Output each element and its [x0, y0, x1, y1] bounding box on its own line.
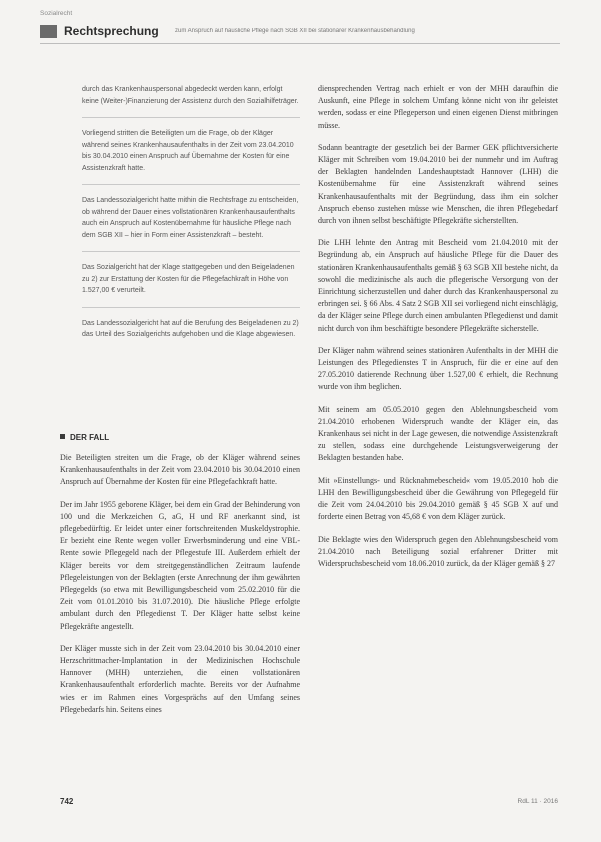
summary-paragraph: Das Sozialgericht hat der Klage stattgegeben und den Beigeladenen zu 2) zur Erstattung der Kosten für die Pflegefachkraft in Höhe von 1.527,00 € verurteilt. — [82, 264, 295, 294]
summary-divider — [82, 184, 300, 185]
section-heading-label: DER FALL — [70, 433, 110, 442]
right-column — [318, 83, 558, 580]
page-number: 742 — [60, 797, 74, 806]
issue-label: RdL 11 · 2016 — [517, 798, 558, 805]
summary-divider — [82, 117, 300, 118]
body-paragraph: Der Kläger nahm während seines stationären Aufenthalts in der MHH die Leistungen des Pflegedienstes T in Anspruch, für die er eine auf den 27.05.2010 datierende Rechnung über 1.527,00 € erhielt, die Rechnung wurde von ihm beglichen. — [318, 345, 558, 392]
running-head: Sozialrecht — [40, 10, 73, 17]
summary-box — [82, 84, 300, 351]
header-title: Rechtsprechung — [64, 24, 159, 38]
body-paragraph: Der Kläger musste sich in der Zeit vom 23.04.2010 bis 30.04.2010 einer Herzschrittmacher-Implantation in der Medizinischen Hochschule Hannover (MHH) unterziehen, die einen vollstationären Krankenhausaufenthalt erforderlich machte. Bereits vor der Aufnahme wies er im Rahmen eines Vorgesprächs auf den Umfang seines Pflegebedarfs hin. Seitens eines — [60, 643, 300, 714]
summary-divider — [82, 251, 300, 252]
body-paragraph: Die Beteiligten streiten um die Frage, ob der Kläger während seines Krankenhausaufenthalts in der Zeit vom 23.04.2010 bis 30.04.2010 einen Anspruch auf Übernahme der Kosten für eine Pflegefachkraft hatte. — [60, 453, 300, 487]
body-paragraph: Die LHH lehnte den Antrag mit Bescheid vom 21.04.2010 mit der Begründung ab, ein Anspruch auf häusliche Pflege für die Dauer des stationären Krankenhausaufenthalts gemäß § 63 SGB XII bestehe nicht, da sowohl die medizinische als auch die pflegerische Versorgung von der Einrichtung sicherzustellen und daher durch das Krankenhauspersonal zu erbringen sei. § 66 Abs. 4 Satz 2 SGB XII sei vorliegend nicht einschlägig, da der Kläger seine Pflege durch einen ambulanten Pflegedienst und damit nicht durch von ihm beschäftigte besondere Pflegekräfte sicherstelle. — [318, 238, 558, 333]
left-column — [60, 452, 300, 726]
page-header — [40, 22, 560, 42]
section-heading — [60, 433, 109, 442]
bullet-square-icon — [60, 434, 65, 439]
summary-paragraph: Das Landessozialgericht hat auf die Berufung des Beigeladenen zu 2) das Urteil des Sozialgerichts aufgehoben und die Klage abgewiesen. — [82, 319, 299, 338]
body-paragraph: Sodann beantragte der gesetzlich bei der Barmer GEK pflichtversicherte Kläger mit Schreiben vom 19.04.2010 bei der nunmehr und im Auftrag der Beklagten handelnden Landeshauptstadt Hannover (LHH) die Kostenübernahme für eine Assistenzkraft während seines Krankenhausaufenthalts mit der Begründung, dass ihm ein solcher Anspruch ebenso zustehen müsse wie Menschen, die ihren Pflegebedarf durch von ihnen selbst beschäftigte Pflegekräfte sicherstellten. — [318, 142, 558, 226]
body-paragraph: Mit seinem am 05.05.2010 gegen den Ablehnungsbescheid vom 21.04.2010 erhobenen Widerspruch wandte der Kläger ein, das Krankenhaus sei nicht in der Lage gewesen, die notwendige Assistenzkraft zu stellen, sodass eine durchgehende Leistungsverweigerung der Beklagten bestanden habe. — [318, 404, 558, 463]
body-paragraph: diensprechenden Vertrag nach erhielt er von der MHH daraufhin die Auskunft, eine Pflege in solchem Umfang könne nicht von ihr geleistet werden, sodass er eine Pflegeperson und einen eigenen Dienst mitbringen müsse. — [318, 84, 558, 130]
body-paragraph: Mit »Einstellungs- und Rücknahmebescheid« vom 19.05.2010 hob die LHH den Bewilligungsbescheid über die Gewährung von Pflegegeld für die Zeit vom 24.04.2010 bis 29.04.2010 gemäß § 45 SGB X auf und forderte einen Betrag von 45,68 € von dem Kläger zurück. — [318, 475, 558, 522]
section-marker-icon — [40, 25, 57, 38]
body-paragraph: Die Beklagte wies den Widerspruch gegen den Ablehnungsbescheid vom 21.04.2010 nach Beteiligung sozial erfahrener Dritter mit Widerspruchsbescheid vom 18.06.2010 zurück, da der Kläger gemäß § 27 — [318, 534, 558, 568]
summary-paragraph: Das Landessozialgericht hatte mithin die Rechtsfrage zu entscheiden, ob während der Dauer eines vollstationären Krankenhausaufenthalts auch ein Anspruch auf Kostenübernahme für häusliche Pflege nach dem SGB XII – hier in Form einer Assistenzkraft – besteht. — [82, 197, 299, 239]
summary-divider — [82, 307, 300, 308]
header-subtitle: zum Anspruch auf häusliche Pflege nach SGB XII bei stationärer Krankenhausbehandlung — [175, 28, 415, 34]
header-divider — [40, 43, 560, 44]
summary-paragraph: Vorliegend stritten die Beteiligten um die Frage, ob der Kläger während seines Krankenhausaufenthalts in der Zeit vom 23.04.2010 bis 30.04.2010 einen Anspruch auf Übernahme der Kosten für eine Assistenzkraft hatte. — [82, 130, 294, 172]
body-paragraph: Der im Jahr 1955 geborene Kläger, bei dem ein Grad der Behinderung von 100 und die Merkzeichen G, aG, H und RF anerkannt sind, ist pflegebedürftig. Er leidet unter einer fortschreitenden Muskeldystrophie. Er bezieht eine Rente wegen voller Erwerbsminderung und eine VBL-Rente sowie Pflegegeld nach der Pflegestufe III. Außerdem erhielt der Kläger bereits vor dem streitgegenständlichen Zeitraum laufende Pflegeleistungen von der Beklagten (erste Anrechnung der ihm gewährten Pflegegelds (so etwa mit Bewilligungsbescheid vom 25.02.2010 für die Zeit vom 01.01.2010 bis 31.07.2010). Die häusliche Pflege erfolgte ambulant durch den Pflegedienst T. Der Kläger hatte selbst keine Pflegekräfte angestellt. — [60, 499, 300, 631]
summary-paragraph: durch das Krankenhauspersonal abgedeckt werden kann, erfolgt keine (Weiter-)Finanzierung der Assistenz durch den Sozialhilfeträger. — [82, 86, 299, 105]
